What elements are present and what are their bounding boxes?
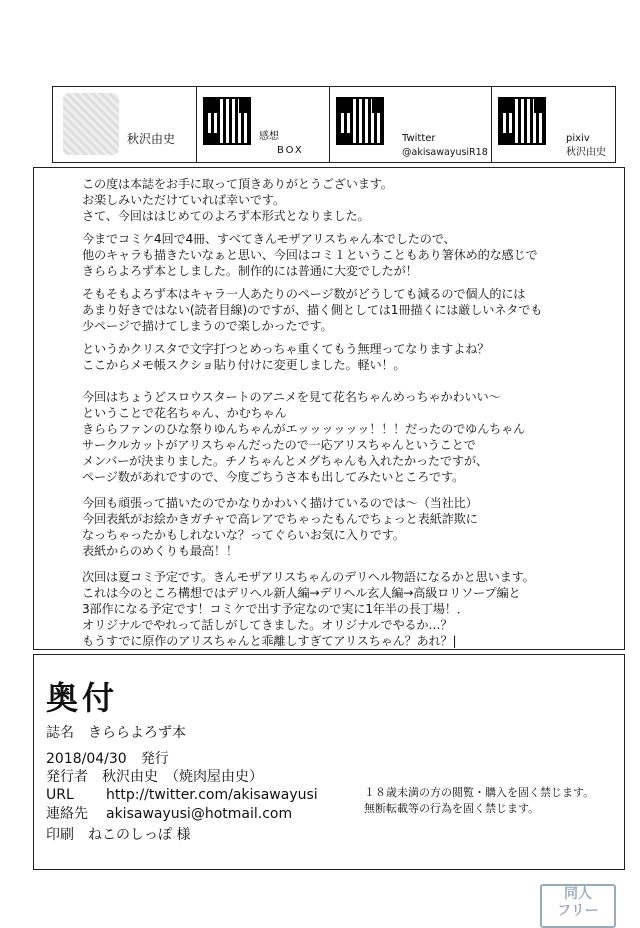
afterword-line: 少ページで描けてしまうので楽しかったです。	[82, 319, 333, 333]
afterword-box	[33, 167, 625, 650]
url-label: URL	[46, 787, 74, 803]
twitter-cell	[330, 87, 492, 162]
afterword-line: ここからメモ帳スクショ貼り付けに変更しました。軽い！。	[82, 358, 406, 372]
afterword-line: 今回も頑張って描いたのでかなりかわいく描けているのでは～（当社比）	[82, 496, 478, 510]
twitter-label: Twitter	[402, 133, 436, 144]
afterword-line: サークルカットがアリスちゃんだったので一応アリスちゃんということで	[82, 438, 476, 452]
afterword-paragraph	[82, 389, 624, 485]
feedback-cell	[197, 87, 330, 162]
afterword-line: そもそもよろず本はキャラ一人あたりのページ数がどうしても減るので個人的には	[82, 287, 526, 301]
afterword-line: さて、今回ははじめてのよろず本形式となりました。	[82, 209, 370, 223]
afterword-line: この度は本誌をお手に取って頂きありがとうございます。	[82, 177, 393, 191]
afterword-line: 他のキャラも描きたいなぁと思い、今回はコミ１ということもあり箸休め的な感じで	[82, 248, 538, 262]
afterword-paragraph	[82, 495, 624, 559]
afterword-line: もうすでに原作のアリスちゃんと乖離しすぎてアリスちゃん？あれ？|	[82, 634, 457, 648]
afterword-paragraph	[82, 341, 624, 373]
printer-line: 印刷 ねこのしっぽ 様	[46, 827, 191, 843]
pixiv-qr-code[interactable]	[498, 97, 546, 145]
afterword-line: きららよろず本としました。制作的には普通に大変でしたが！	[82, 264, 418, 278]
author-name: 秋沢由史	[127, 132, 176, 146]
colophon-heading: 奥付	[46, 679, 119, 717]
colophon-box	[33, 654, 625, 870]
stamp-line-2: フリー	[557, 903, 599, 919]
contact-label: 連絡先	[46, 806, 88, 822]
afterword-paragraph	[82, 176, 624, 224]
afterword-line: これは今のところ構想ではデリヘル新人編→デリヘル玄人編→高級ロリソープ編と	[82, 586, 521, 600]
doujin-free-stamp	[540, 884, 616, 928]
feedback-box-label: BOX	[277, 145, 304, 156]
publisher-line: 発行者 秋沢由史 （焼肉屋由史）	[46, 769, 263, 785]
afterword-line: オリジナルでやれって話しがしてきました。オリジナルでやるか…？	[82, 618, 453, 632]
url-link[interactable]: http://twitter.com/akisawayusi	[106, 787, 318, 803]
pixiv-name: 秋沢由史	[566, 147, 606, 158]
age-restriction-notice: １８歳未満の方の閲覧・購入を固く禁じます。	[364, 786, 595, 799]
header-box	[52, 86, 616, 163]
afterword-line: ということで花名ちゃん、かむちゃん	[82, 406, 287, 420]
afterword-line: きららファンのひな祭りゆんちゃんがエッッッッッッ！！！だったのでゆんちゃん	[82, 422, 526, 436]
afterword-line: ページ数があれですので、今度ごちうさ本も出してみたいところです。	[82, 470, 465, 484]
author-avatar	[63, 93, 119, 155]
afterword-paragraph	[82, 286, 624, 334]
afterword-line: 今までコミケ4回で4冊、すべてきんモザアリスちゃん本でしたので、	[82, 232, 456, 246]
twitter-qr-code[interactable]	[336, 97, 384, 145]
feedback-qr-code[interactable]	[203, 97, 251, 145]
afterword-line: 次回は夏コミ予定です。きんモザアリスちゃんのデリヘル物語になるかと思います。	[82, 570, 535, 584]
afterword-paragraph	[82, 569, 624, 649]
afterword-line: 3部作になる予定です！コミケで出す予定なので実に1年半の長丁場！．	[82, 602, 469, 616]
afterword-line: というかクリスタで文字打つとめっちゃ重くてもう無理ってなりますよね？	[82, 342, 490, 356]
book-title-line: 誌名 きららよろず本	[46, 725, 186, 741]
publish-date-line: 2018/04/30 発行	[46, 751, 169, 767]
afterword-line: お楽しみいただけていれば幸いです。	[82, 193, 285, 207]
afterword-line: 表紙からのめくりも最高！！	[82, 544, 238, 558]
afterword-line: 今回表紙がお絵かきガチャで高レアでちゃったもんでちょっと表紙詐欺に	[82, 512, 478, 526]
feedback-label: 感想	[259, 131, 279, 142]
afterword-line: あまり好きではない(読者目線)のですが、描く側としては1冊描くには厳しいネタでも	[82, 303, 543, 317]
contact-email[interactable]: akisawayusi@hotmail.com	[106, 806, 293, 822]
afterword-line: メンバーが決まりました。チノちゃんとメグちゃんも入れたかったですが、	[82, 454, 488, 468]
afterword-paragraph	[82, 231, 624, 279]
twitter-handle: @akisawayusiR18	[402, 147, 488, 158]
reprint-prohibition-notice: 無断転載等の行為を固く禁じます。	[364, 802, 540, 815]
pixiv-label: pixiv	[566, 133, 590, 144]
pixiv-cell	[492, 87, 615, 162]
author-cell	[53, 87, 197, 162]
afterword-line: 今回はちょうどスロウスタートのアニメを見て花名ちゃんめっちゃかわいい～	[82, 390, 501, 404]
afterword-line: なっちゃったかもしれないな？ってぐらいお気に入りです。	[82, 528, 405, 542]
stamp-line-1: 同人	[564, 886, 592, 902]
